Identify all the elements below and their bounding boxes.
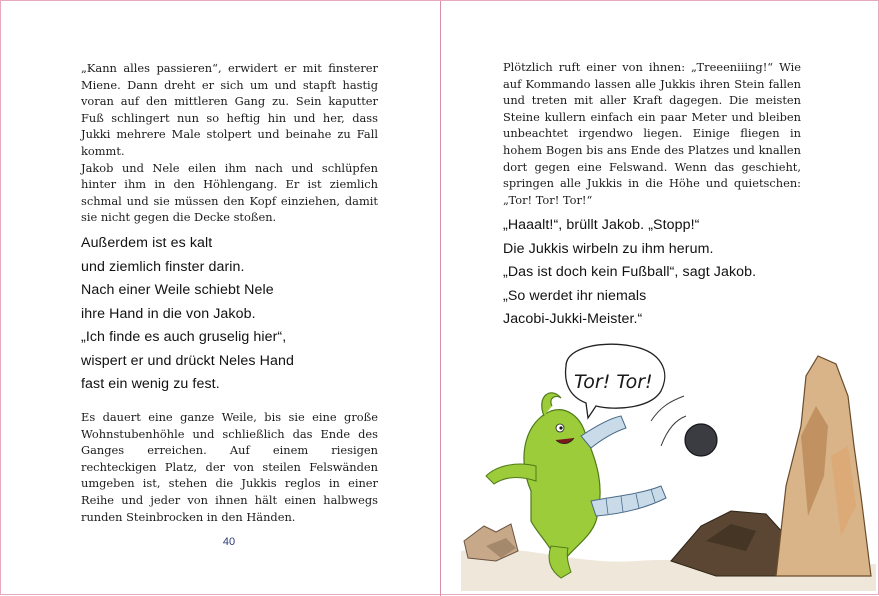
right-large-line: Die Jukkis wirbeln zu ihm herum. xyxy=(503,240,714,257)
left-paragraph-1: „Kann alles passieren“, erwidert er mit finsterer Miene. Dann dreht er sich um und stapft hastig voran auf den mittleren Gang zu. Sein kaputter Fuß schlingert nun so heftig hin und her, dass Jukki mehrere Male stolpert und beinahe zu Fall kommt. xyxy=(81,61,378,158)
left-paragraph-2: Jakob und Nele eilen ihm nach und schlüpfen hinter ihm in den Höhlengang. Er ist ziemlich schmal und sie müssen den Kopf einziehen, damit sie nicht gegen die Decke stoßen. xyxy=(81,160,378,225)
left-paragraph-3: Es dauert eine ganze Weile, bis sie eine große Wohnstubenhöhle und schließlich das Ende des Ganges erreichen. Auf einem riesigen rechteckigen Platz, der von steilen Felswänden umgeben ist, stehen die Jukkis reglos in einer Reihe und jeder von ihnen hält einen halbwegs runden Steinbrocken in den Händen. xyxy=(81,410,378,524)
right-paragraph-1: Plötzlich ruft einer von ihnen: „Treeeniiing!“ Wie auf Kommando lassen alle Jukkis ihren Stein fallen und treten mit aller Kraft dagegen. Die meisten Steine kullern einfach ein paar Meter und bleiben unbeachtet irgendwo liegen. Einige fliegen in hohem Bogen bis ans Ende des Platzes und knallen dort gegen eine Felswand. Wenn das geschieht, springen alle Jukkis in die Höhe und quietschen: „Tor! Tor! Tor!“ xyxy=(503,60,801,207)
right-top-paragraph xyxy=(503,59,801,208)
left-large-line: wispert er und drückt Neles Hand xyxy=(81,352,294,369)
right-large-line: „Das ist doch kein Fußball“, sagt Jakob. xyxy=(503,264,757,280)
right-large-text xyxy=(503,214,823,332)
left-large-line: „Ich finde es auch gruselig hier“, xyxy=(81,329,287,345)
flying-stone xyxy=(685,424,717,456)
left-large-line: fast ein wenig zu fest. xyxy=(81,376,220,392)
left-large-text xyxy=(81,232,381,397)
left-bottom-paragraph xyxy=(81,409,378,525)
left-large-line: ihre Hand in die von Jakob. xyxy=(81,305,256,322)
left-large-line: Außerdem ist es kalt xyxy=(81,235,213,251)
page-gutter xyxy=(440,1,441,596)
bandaged-arm xyxy=(581,416,626,448)
left-top-paragraph xyxy=(81,60,378,226)
jukki-illustration xyxy=(456,336,876,591)
motion-line xyxy=(661,416,686,446)
right-large-line: Jacobi-Jukki-Meister.“ xyxy=(503,311,643,327)
left-large-line: und ziemlich finster darin. xyxy=(81,258,245,275)
right-large-line: „So werdet ihr niemals xyxy=(503,287,647,304)
motion-line xyxy=(651,396,684,421)
speech-text: Tor! Tor! xyxy=(574,371,653,393)
right-large-line: „Haaalt!“, brüllt Jakob. „Stopp!“ xyxy=(503,217,700,233)
page-number: 40 xyxy=(222,536,236,548)
left-large-line: Nach einer Weile schiebt Nele xyxy=(81,282,274,298)
